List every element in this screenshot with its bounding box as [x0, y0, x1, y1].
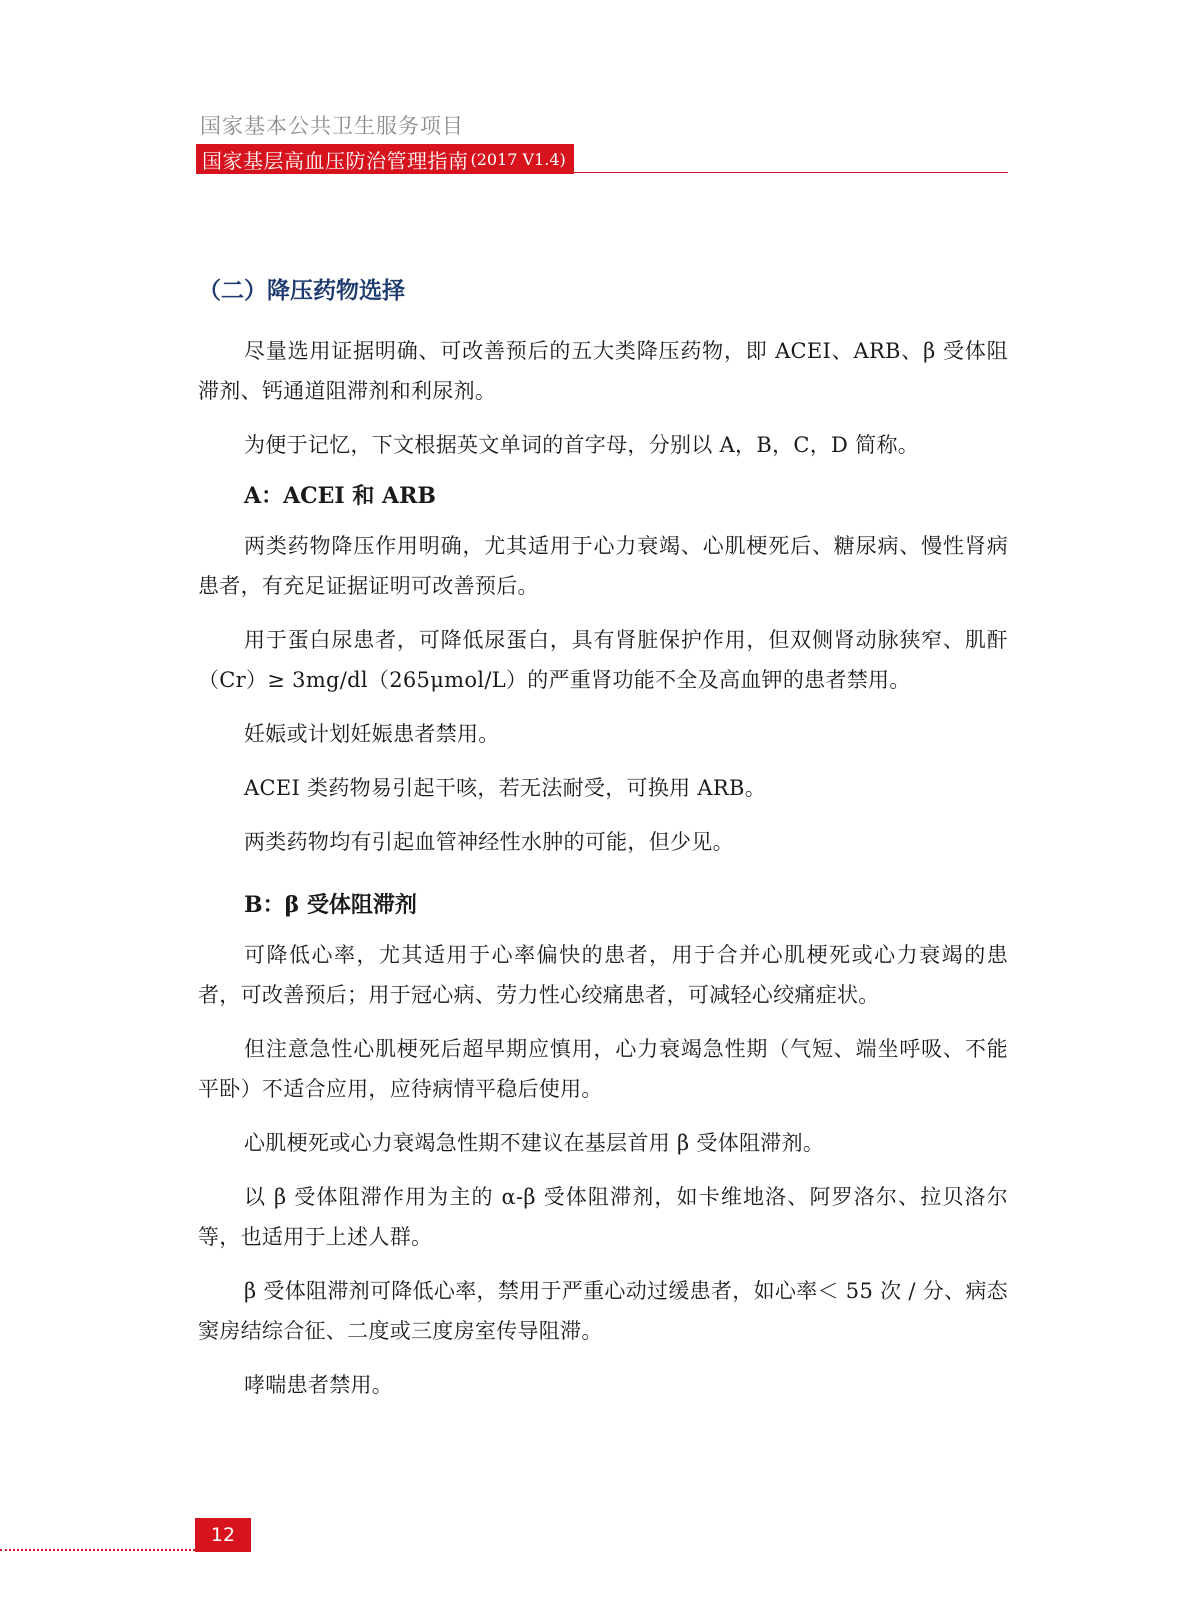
subsection-b-paragraph: 但注意急性心肌梗死后超早期应慎用，心力衰竭急性期（气短、端坐呼吸、不能平卧）不适合应用，应待病情平稳后使用。: [198, 1037, 1008, 1101]
header-rule: [196, 172, 1008, 173]
page-number: 12: [195, 1518, 251, 1552]
header-project-title: 国家基本公共卫生服务项目: [200, 114, 464, 138]
subsection-b-paragraph: β 受体阻滞剂可降低心率，禁用于严重心动过缓患者，如心率＜ 55 次 / 分、病态窦房结综合征、二度或三度房室传导阻滞。: [198, 1279, 1008, 1343]
subsection-b-paragraph: 哮喘患者禁用。: [244, 1373, 394, 1397]
page-content: [198, 272, 1008, 1419]
subsection-b-paragraph: 以 β 受体阻滞作用为主的 α-β 受体阻滞剂，如卡维地洛、阿罗洛尔、拉贝洛尔等，也适用于上述人群。: [198, 1185, 1008, 1249]
intro-paragraph: 尽量选用证据明确、可改善预后的五大类降压药物，即 ACEI、ARB、β 受体阻滞剂、钙通道阻滞剂和利尿剂。: [198, 339, 1008, 403]
subsection-a-paragraph: ACEI 类药物易引起干咳，若无法耐受，可换用 ARB。: [244, 776, 767, 800]
header-version: (2017 V1.4): [470, 149, 566, 169]
header-guide-band: [196, 144, 574, 174]
subsection-a-paragraph: 妊娠或计划妊娠患者禁用。: [244, 722, 500, 746]
intro-paragraph: 为便于记忆，下文根据英文单词的首字母，分别以 A，B，C，D 简称。: [244, 433, 920, 457]
footer-dotted-rule: [0, 1549, 195, 1551]
subsection-a-paragraph: 用于蛋白尿患者，可降低尿蛋白，具有肾脏保护作用，但双侧肾动脉狭窄、肌酐（Cr）≥ 3mg/dl（265μmol/L）的严重肾功能不全及高血钾的患者禁用。: [198, 628, 1008, 692]
header-guide-title: 国家基层高血压防治管理指南: [202, 148, 469, 173]
subsection-title-b: B：β 受体阻滞剂: [244, 892, 417, 918]
subsection-b-paragraph: 可降低心率，尤其适用于心率偏快的患者，用于合并心肌梗死或心力衰竭的患者，可改善预后；用于冠心病、劳力性心绞痛患者，可减轻心绞痛症状。: [198, 943, 1008, 1007]
subsection-a-paragraph: 两类药物均有引起血管神经性水肿的可能，但少见。: [244, 830, 734, 854]
subsection-title-a: A：ACEI 和 ARB: [244, 483, 436, 509]
subsection-a-paragraph: 两类药物降压作用明确，尤其适用于心力衰竭、心肌梗死后、糖尿病、慢性肾病患者，有充足证据证明可改善预后。: [198, 534, 1008, 598]
subsection-b-paragraph: 心肌梗死或心力衰竭急性期不建议在基层首用 β 受体阻滞剂。: [244, 1131, 825, 1155]
section-title: （二）降压药物选择: [198, 278, 405, 304]
